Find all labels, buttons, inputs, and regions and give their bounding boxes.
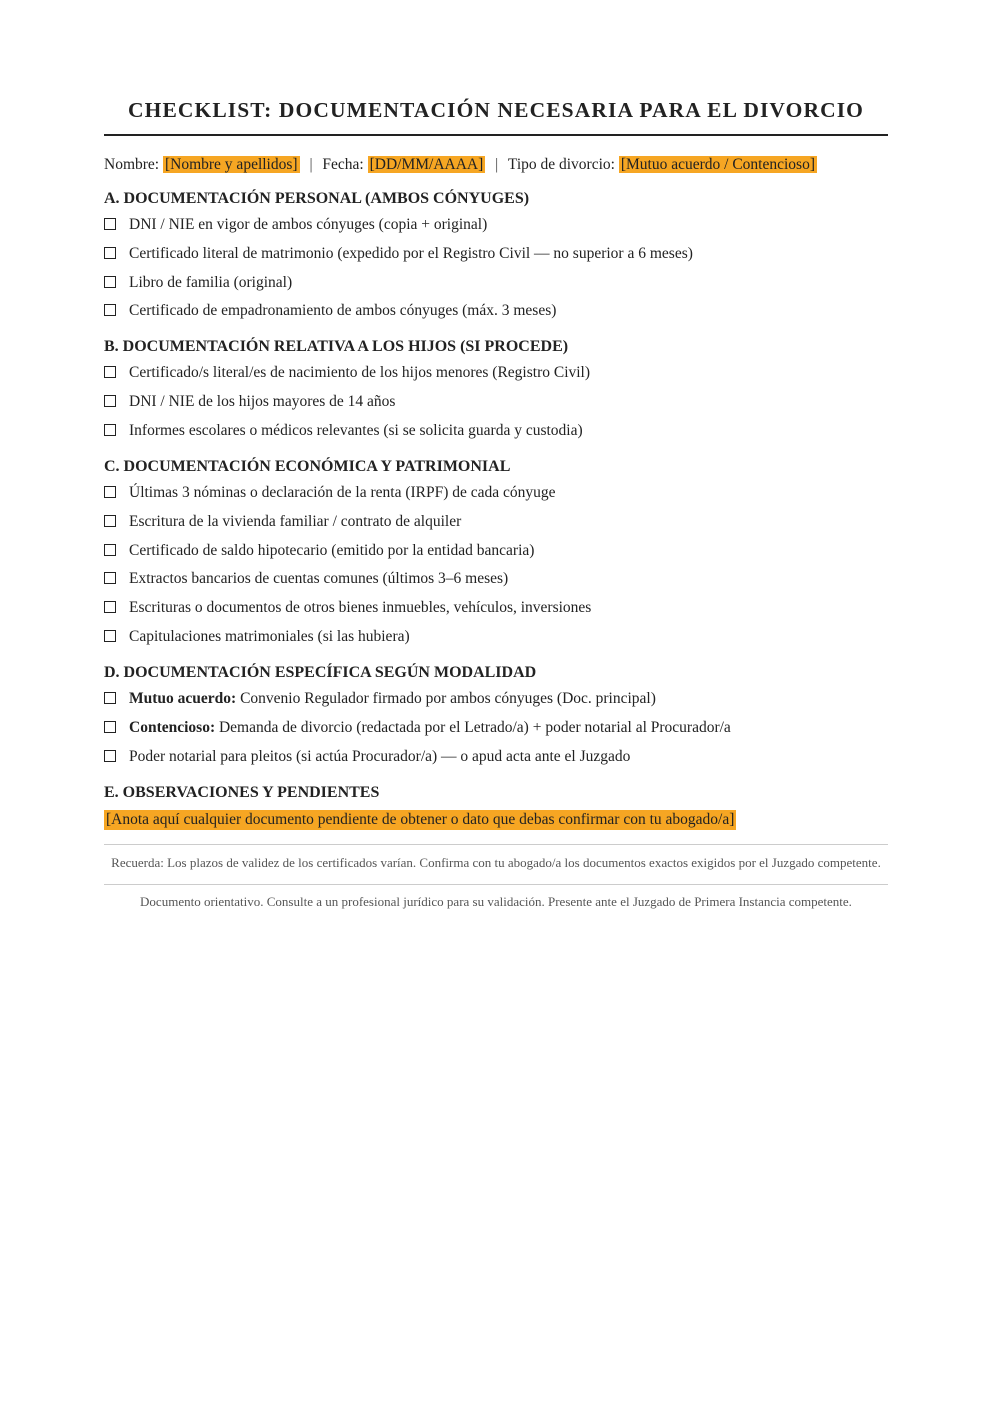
- item-text: DNI / NIE en vigor de ambos cónyuges (copia + original): [129, 216, 488, 233]
- section-a-list: [104, 214, 888, 322]
- item-text: Capitulaciones matrimoniales (si las hubiera): [129, 627, 410, 645]
- section-a-title: A. DOCUMENTACIÓN PERSONAL (AMBOS CÓNYUGES): [104, 190, 530, 207]
- checklist-item[interactable]: [104, 511, 888, 533]
- footer-disclaimer: Documento orientativo. Consulte a un profesional jurídico para su validación. Presente ante el Juzgado de Primera Instancia competente.: [140, 894, 852, 910]
- header-fields: [104, 154, 888, 176]
- divider: [104, 884, 888, 885]
- checklist-item[interactable]: [104, 243, 888, 265]
- item-text: Certificado literal de matrimonio (expedido por el Registro Civil — no superior a 6 meses): [129, 244, 693, 262]
- checklist-item[interactable]: [104, 717, 888, 739]
- checklist-item[interactable]: [104, 626, 888, 648]
- section-d-title: D. DOCUMENTACIÓN ESPECÍFICA SEGÚN MODALIDAD: [104, 663, 537, 681]
- title-divider: [104, 134, 888, 136]
- checkbox-icon[interactable]: [104, 486, 116, 498]
- checklist-item[interactable]: [104, 420, 888, 442]
- item-text: Escritura de la vivienda familiar / contrato de alquiler: [129, 512, 462, 530]
- document-page: [104, 0, 888, 912]
- checkbox-icon[interactable]: [104, 276, 116, 288]
- checklist-item[interactable]: [104, 300, 888, 322]
- divider: [104, 844, 888, 845]
- divorce-type-field[interactable]: [Mutuo acuerdo / Contencioso]: [620, 156, 815, 173]
- checklist-item[interactable]: [104, 362, 888, 384]
- checklist-item[interactable]: [104, 688, 888, 710]
- checkbox-icon[interactable]: [104, 304, 116, 316]
- checkbox-icon[interactable]: [104, 395, 116, 407]
- section-d-list: [104, 688, 888, 768]
- checkbox-icon[interactable]: [104, 544, 116, 556]
- item-text: Escrituras o documentos de otros bienes inmuebles, vehículos, inversiones: [129, 599, 592, 617]
- separator: |: [309, 156, 313, 173]
- item-label-bold: Contencioso:: [129, 718, 216, 736]
- date-field[interactable]: [DD/MM/AAAA]: [369, 156, 484, 173]
- checklist-item[interactable]: [104, 746, 888, 768]
- item-text: DNI / NIE de los hijos mayores de 14 años: [129, 393, 396, 411]
- section-c-title: C. DOCUMENTACIÓN ECONÓMICA Y PATRIMONIAL: [104, 457, 511, 475]
- checkbox-icon[interactable]: [104, 515, 116, 527]
- section-c-list: [104, 482, 888, 648]
- section-e-title: E. OBSERVACIONES Y PENDIENTES: [104, 783, 380, 801]
- checkbox-icon[interactable]: [104, 247, 116, 259]
- reminder-note: Recuerda: Los plazos de validez de los certificados varían. Confirma con tu abogado/a los documentos exactos exigidos por el Juzgado competente.: [111, 854, 881, 870]
- item-text: Poder notarial para pleitos (si actúa Procurador/a) — o apud acta ante el Juzgado: [129, 747, 631, 765]
- checkbox-icon[interactable]: [104, 630, 116, 642]
- checklist-item[interactable]: [104, 568, 888, 590]
- divorce-type-label: Tipo de divorcio:: [507, 156, 615, 173]
- checkbox-icon[interactable]: [104, 424, 116, 436]
- name-label: Nombre:: [104, 156, 160, 173]
- checkbox-icon[interactable]: [104, 721, 116, 733]
- item-text: Últimas 3 nóminas o declaración de la renta (IRPF) de cada cónyuge: [129, 483, 556, 501]
- checkbox-icon[interactable]: [104, 750, 116, 762]
- section-b-title: B. DOCUMENTACIÓN RELATIVA A LOS HIJOS (SI PROCEDE): [104, 338, 569, 356]
- checklist-item[interactable]: [104, 214, 888, 236]
- checklist-item[interactable]: [104, 391, 888, 413]
- item-text: Demanda de divorcio (redactada por el Letrado/a) + poder notarial al Procurador/a: [215, 718, 731, 736]
- item-text: Certificado/s literal/es de nacimiento de los hijos menores (Registro Civil): [129, 364, 591, 382]
- item-text: Certificado de saldo hipotecario (emitido por la entidad bancaria): [129, 541, 535, 559]
- checkbox-icon[interactable]: [104, 601, 116, 613]
- item-text: Certificado de empadronamiento de ambos cónyuges (máx. 3 meses): [129, 302, 557, 320]
- item-text: Extractos bancarios de cuentas comunes (últimos 3–6 meses): [129, 570, 509, 588]
- checklist-item[interactable]: [104, 540, 888, 562]
- date-label: Fecha:: [322, 156, 364, 173]
- checkbox-icon[interactable]: [104, 218, 116, 230]
- item-text: Convenio Regulador firmado por ambos cónyuges (Doc. principal): [236, 689, 656, 707]
- checklist-item[interactable]: [104, 597, 888, 619]
- checklist-item[interactable]: [104, 482, 888, 504]
- section-b-list: [104, 362, 888, 442]
- checkbox-icon[interactable]: [104, 366, 116, 378]
- observations-field[interactable]: [Anota aquí cualquier documento pendiente de obtener o dato que debas confirmar con tu abogado/a]: [106, 810, 735, 828]
- item-text: Libro de familia (original): [129, 273, 293, 291]
- name-field[interactable]: [Nombre y apellidos]: [164, 156, 298, 173]
- checklist-item[interactable]: [104, 272, 888, 294]
- item-text: Informes escolares o médicos relevantes (si se solicita guarda y custodia): [129, 421, 583, 439]
- separator: |: [495, 156, 499, 173]
- checkbox-icon[interactable]: [104, 572, 116, 584]
- item-label-bold: Mutuo acuerdo:: [129, 689, 237, 707]
- document-title: CHECKLIST: DOCUMENTACIÓN NECESARIA PARA EL DIVORCIO: [128, 98, 864, 122]
- checkbox-icon[interactable]: [104, 692, 116, 704]
